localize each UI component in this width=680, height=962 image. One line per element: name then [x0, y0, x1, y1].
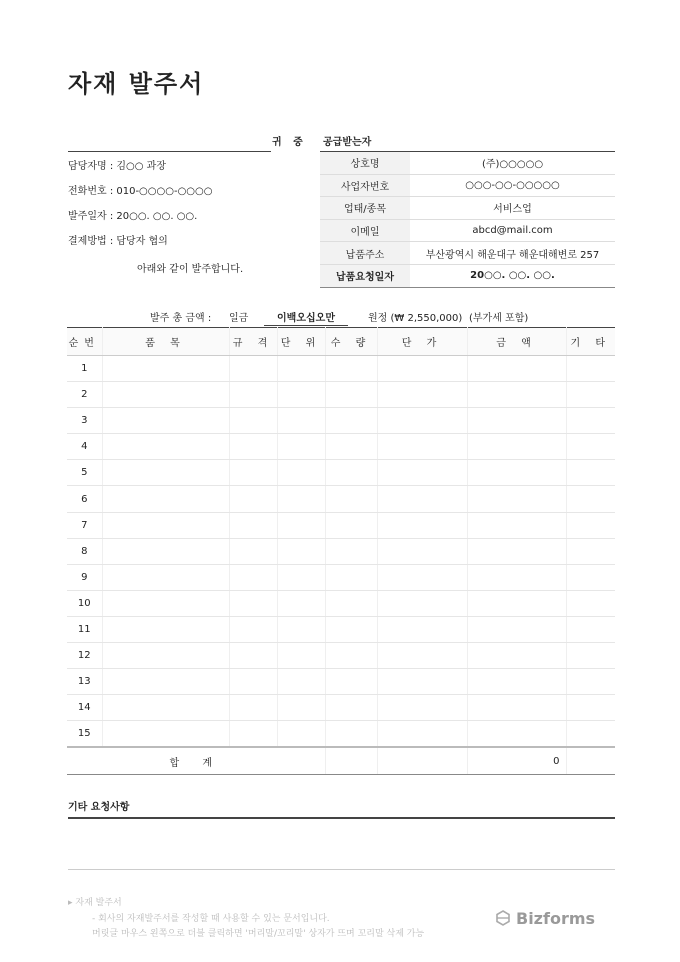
supplier-label: 업태/종목	[320, 197, 410, 220]
table-cell[interactable]	[277, 486, 325, 512]
row-number: 4	[67, 434, 102, 460]
table-cell[interactable]	[377, 643, 467, 669]
sum-cell	[566, 747, 615, 775]
table-cell[interactable]	[377, 434, 467, 460]
table-cell[interactable]	[467, 590, 566, 616]
row-number: 8	[67, 538, 102, 564]
col-header-no: 순번	[67, 328, 102, 356]
table-cell[interactable]	[102, 356, 229, 382]
table-cell[interactable]	[325, 486, 377, 512]
order-date: 발주일자 : 20○○. ○○. ○○.	[68, 211, 198, 222]
row-number: 5	[67, 460, 102, 486]
table-cell[interactable]	[566, 616, 615, 642]
footer-title: ▸ 자재 발주서	[68, 898, 122, 908]
table-row	[67, 512, 615, 538]
table-row	[67, 721, 615, 748]
notes-title: 기타 요청사항	[68, 802, 130, 813]
table-row	[67, 643, 615, 669]
sum-value: 0	[467, 747, 566, 775]
table-cell[interactable]	[377, 721, 467, 748]
table-cell[interactable]	[325, 460, 377, 486]
table-row	[67, 538, 615, 564]
col-header-item: 품 목	[102, 328, 229, 356]
table-cell[interactable]	[566, 356, 615, 382]
table-cell[interactable]	[102, 382, 229, 408]
supplier-value[interactable]: 20○○. ○○. ○○.	[410, 264, 615, 287]
divider	[68, 817, 615, 819]
table-cell[interactable]	[566, 408, 615, 434]
supplier-value[interactable]: ○○○-○○-○○○○○	[410, 174, 615, 197]
table-cell[interactable]	[467, 538, 566, 564]
table-cell[interactable]	[102, 434, 229, 460]
table-cell[interactable]	[467, 721, 566, 748]
table-cell[interactable]	[566, 460, 615, 486]
row-number: 12	[67, 643, 102, 669]
table-cell[interactable]	[277, 616, 325, 642]
table-cell[interactable]	[277, 564, 325, 590]
amount-label: 발주 총 금액 :	[150, 313, 212, 324]
table-cell[interactable]	[566, 486, 615, 512]
table-cell[interactable]	[102, 721, 229, 748]
table-cell[interactable]	[325, 512, 377, 538]
table-cell[interactable]	[467, 512, 566, 538]
table-row	[67, 695, 615, 721]
table-cell[interactable]	[566, 695, 615, 721]
table-cell[interactable]	[102, 669, 229, 695]
col-header-amount: 금 액	[467, 328, 566, 356]
row-number: 13	[67, 669, 102, 695]
row-number: 2	[67, 382, 102, 408]
supplier-heading: 공급받는자	[323, 137, 372, 148]
table-cell[interactable]	[377, 408, 467, 434]
table-cell[interactable]	[102, 408, 229, 434]
table-cell[interactable]	[467, 408, 566, 434]
supplier-label: 이메일	[320, 219, 410, 242]
table-cell[interactable]	[229, 434, 277, 460]
supplier-label: 사업자번호	[320, 174, 410, 197]
supplier-table	[320, 152, 615, 288]
table-cell[interactable]	[377, 382, 467, 408]
table-cell[interactable]	[566, 538, 615, 564]
table-cell[interactable]	[377, 669, 467, 695]
amount-prefix: 일금	[229, 313, 249, 324]
sum-cell	[325, 747, 377, 775]
table-cell[interactable]	[325, 669, 377, 695]
table-cell[interactable]	[229, 590, 277, 616]
table-cell[interactable]	[102, 512, 229, 538]
table-cell[interactable]	[325, 590, 377, 616]
table-cell[interactable]	[229, 538, 277, 564]
table-cell[interactable]	[566, 434, 615, 460]
table-cell[interactable]	[566, 512, 615, 538]
amount-won[interactable]: 원정 (₩ 2,550,000)	[368, 313, 463, 324]
supplier-label: 납품주소	[320, 242, 410, 265]
table-cell[interactable]	[325, 564, 377, 590]
table-cell[interactable]	[277, 590, 325, 616]
document-title: 자재 발주서	[68, 70, 205, 98]
table-cell[interactable]	[325, 356, 377, 382]
table-cell[interactable]	[277, 460, 325, 486]
table-cell[interactable]	[229, 486, 277, 512]
table-cell[interactable]	[377, 460, 467, 486]
table-cell[interactable]	[277, 382, 325, 408]
table-cell[interactable]	[467, 669, 566, 695]
supplier-value[interactable]: (주)○○○○○	[410, 152, 615, 174]
table-cell[interactable]	[277, 356, 325, 382]
row-number: 9	[67, 564, 102, 590]
table-cell[interactable]	[102, 643, 229, 669]
row-number: 6	[67, 486, 102, 512]
footer-line: 머릿글 마우스 왼쪽으로 더블 클릭하면 '머리말/꼬리말' 상자가 뜨며 꼬리말 삭제 가능	[92, 929, 425, 939]
bizforms-logo-icon	[495, 910, 511, 926]
table-cell[interactable]	[277, 538, 325, 564]
table-cell[interactable]	[377, 695, 467, 721]
table-cell[interactable]	[229, 643, 277, 669]
table-cell[interactable]	[229, 616, 277, 642]
col-header-qty: 수 량	[325, 328, 377, 356]
table-cell[interactable]	[277, 643, 325, 669]
total-amount-line	[68, 307, 615, 323]
row-number: 11	[67, 616, 102, 642]
table-cell[interactable]	[377, 564, 467, 590]
col-header-price: 단 가	[377, 328, 467, 356]
table-cell[interactable]	[467, 356, 566, 382]
table-cell[interactable]	[325, 382, 377, 408]
table-row	[67, 460, 615, 486]
table-cell[interactable]	[102, 695, 229, 721]
table-cell[interactable]	[377, 512, 467, 538]
table-row	[67, 408, 615, 434]
table-cell[interactable]	[325, 538, 377, 564]
table-cell[interactable]	[467, 643, 566, 669]
supplier-value[interactable]: 부산광역시 해운대구 해운대해변로 257	[410, 242, 615, 265]
table-cell[interactable]	[325, 408, 377, 434]
row-number: 1	[67, 356, 102, 382]
table-row	[67, 486, 615, 512]
col-header-spec: 규 격	[229, 328, 277, 356]
table-cell[interactable]	[277, 512, 325, 538]
row-number: 14	[67, 695, 102, 721]
request-note: 아래와 같이 발주합니다.	[137, 264, 244, 275]
table-cell[interactable]	[102, 460, 229, 486]
table-cell[interactable]	[566, 590, 615, 616]
table-row	[67, 356, 615, 382]
table-cell[interactable]	[102, 564, 229, 590]
table-cell[interactable]	[102, 538, 229, 564]
table-cell[interactable]	[467, 616, 566, 642]
table-cell[interactable]	[277, 695, 325, 721]
table-row	[67, 616, 615, 642]
table-row	[67, 669, 615, 695]
table-cell[interactable]	[377, 616, 467, 642]
footer-line: - 회사의 자재발주서를 작성할 때 사용할 수 있는 문서입니다.	[92, 914, 330, 924]
table-cell[interactable]	[229, 408, 277, 434]
table-cell[interactable]	[377, 590, 467, 616]
table-row	[67, 382, 615, 408]
table-cell[interactable]	[566, 669, 615, 695]
table-cell[interactable]	[325, 721, 377, 748]
payment-method: 결제방법 : 담당자 협의	[68, 236, 168, 247]
table-cell[interactable]	[566, 382, 615, 408]
row-number: 7	[67, 512, 102, 538]
table-cell[interactable]	[102, 616, 229, 642]
table-cell[interactable]	[377, 486, 467, 512]
supplier-label: 상호명	[320, 152, 410, 174]
table-cell[interactable]	[102, 486, 229, 512]
row-number: 15	[67, 721, 102, 748]
items-table	[67, 327, 615, 775]
col-header-unit: 단 위	[277, 328, 325, 356]
table-cell[interactable]	[277, 721, 325, 748]
table-cell[interactable]	[229, 460, 277, 486]
table-cell[interactable]	[277, 669, 325, 695]
table-cell[interactable]	[566, 564, 615, 590]
table-cell[interactable]	[467, 564, 566, 590]
sum-label: 합 계	[67, 747, 325, 775]
divider	[68, 151, 271, 152]
amount-korean[interactable]: 이백오십오만	[264, 309, 348, 326]
table-cell[interactable]	[325, 643, 377, 669]
supplier-value[interactable]: 서비스업	[410, 197, 615, 220]
table-cell[interactable]	[277, 408, 325, 434]
table-cell[interactable]	[467, 486, 566, 512]
table-cell[interactable]	[229, 564, 277, 590]
notes-area[interactable]	[68, 869, 615, 870]
table-cell[interactable]	[467, 434, 566, 460]
table-cell[interactable]	[229, 721, 277, 748]
supplier-label: 납품요청일자	[320, 264, 410, 287]
table-cell[interactable]	[467, 382, 566, 408]
table-cell[interactable]	[467, 460, 566, 486]
amount-vat-note: (부가세 포함)	[469, 313, 529, 324]
table-cell[interactable]	[229, 695, 277, 721]
table-cell[interactable]	[229, 382, 277, 408]
table-cell[interactable]	[229, 356, 277, 382]
table-cell[interactable]	[229, 512, 277, 538]
table-cell[interactable]	[325, 695, 377, 721]
table-cell[interactable]	[566, 721, 615, 748]
table-row	[67, 564, 615, 590]
table-cell[interactable]	[467, 695, 566, 721]
table-row	[67, 590, 615, 616]
table-cell[interactable]	[566, 643, 615, 669]
orderer-phone: 전화번호 : 010-○○○○-○○○○	[68, 186, 213, 197]
col-header-etc: 기 타	[566, 328, 615, 356]
supplier-value[interactable]: abcd@mail.com	[410, 219, 615, 242]
sum-cell	[377, 747, 467, 775]
row-number: 3	[67, 408, 102, 434]
orderer-name: 담당자명 : 김○○ 과장	[68, 161, 166, 172]
table-cell[interactable]	[377, 356, 467, 382]
table-cell[interactable]	[229, 669, 277, 695]
recipient-label: 귀 중	[272, 137, 307, 148]
table-row	[67, 434, 615, 460]
table-cell[interactable]	[325, 616, 377, 642]
table-cell[interactable]	[377, 538, 467, 564]
table-cell[interactable]	[325, 434, 377, 460]
table-cell[interactable]	[102, 590, 229, 616]
row-number: 10	[67, 590, 102, 616]
table-cell[interactable]	[277, 434, 325, 460]
bizforms-logo: Bizforms	[516, 909, 596, 928]
